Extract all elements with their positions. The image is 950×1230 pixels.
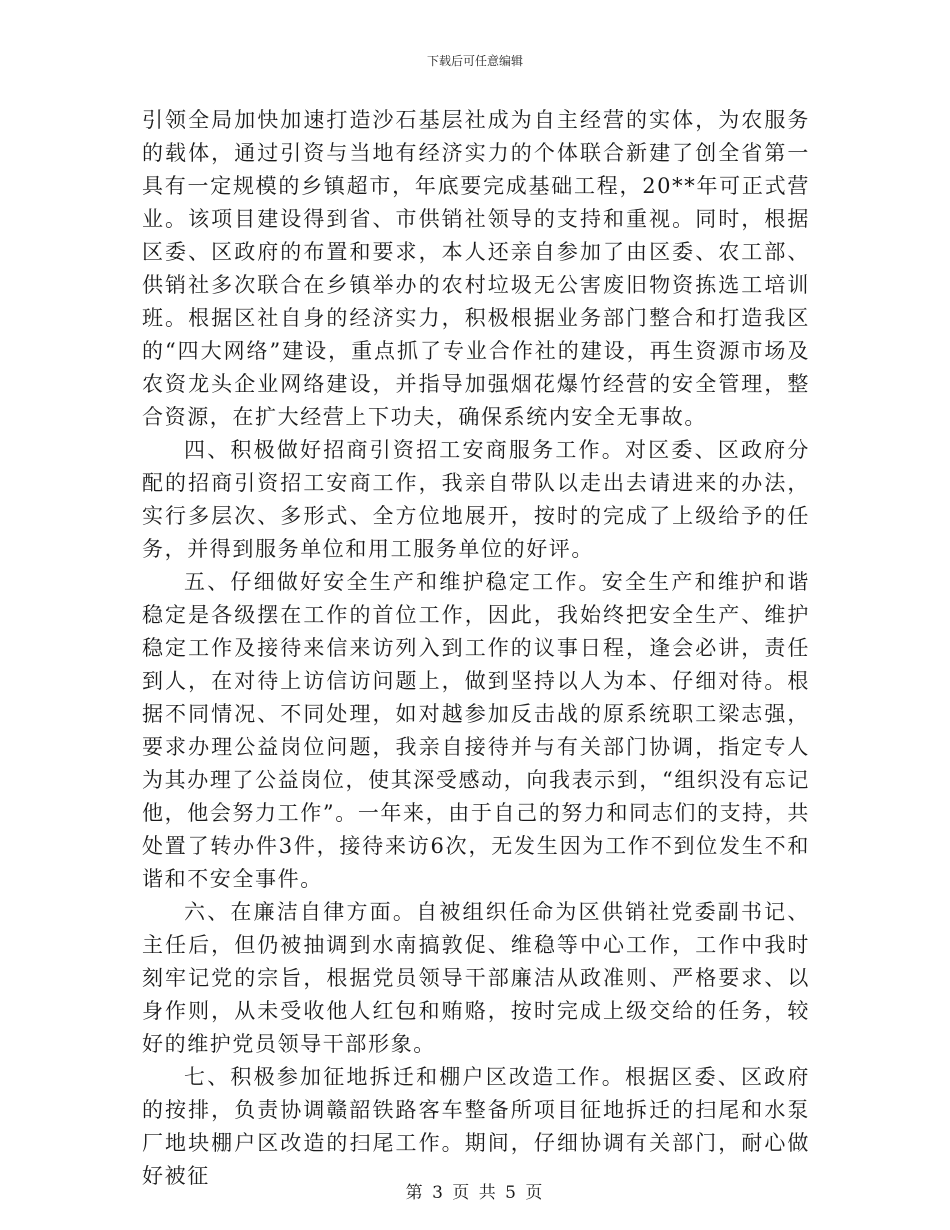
paragraph-5: 七、积极参加征地拆迁和棚户区改造工作。根据区委、区政府的按排，负责协调赣韶铁路客车整备所项目征地拆迁的扫尾和水泵厂地块棚户区改造的扫尾工作。期间，仔细协调有关部门，耐心做好被征 (142, 1065, 810, 1188)
document-body (142, 104, 810, 1193)
paragraph-3: 五、仔细做好安全生产和维护稳定工作。安全生产和维护和谐稳定是各级摆在工作的首位工作，因此，我始终把安全生产、维护稳定工作及接待来信来访列入到工作的议事日程，逢会必讲，责任到人，在对待上访信访问题上，做到坚持以人为本、仔细对待。根据不同情况、不同处理，如对越参加反击战的原系统职工梁志强，要求办理公益岗位问题，我亲自接待并与有关部门协调，指定专人为其办理了公益岗位，使其深受感动，向我表示到，“组织没有忘记他，他会努力工作”。一年来，由于自己的努力和同志们的支持，共处置了转办件3件，接待来访6次，无发生因为工作不到位发生不和谐和不安全事件。 (142, 570, 810, 891)
paragraph-1: 引领全局加快加速打造沙石基层社成为自主经营的实体，为农服务的载体，通过引资与当地有经济实力的个体联合新建了创全省第一具有一定规模的乡镇超市，年底要完成基础工程，20**年可正式营业。该项目建设得到省、市供销社领导的支持和重视。同时，根据区委、区政府的布置和要求，本人还亲自参加了由区委、农工部、供销社多次联合在乡镇举办的农村垃圾无公害废旧物资拣选工培训班。根据区社自身的经济实力，积极根据业务部门整合和打造我区的“四大网络”建设，重点抓了专业合作社的建设，再生资源市场及农资龙头企业网络建设，并指导加强烟花爆竹经营的安全管理，整合资源，在扩大经营上下功夫，确保系统内安全无事故。 (142, 108, 810, 429)
paragraph-2: 四、积极做好招商引资招工安商服务工作。对区委、区政府分配的招商引资招工安商工作，我亲自带队以走出去请进来的办法，实行多层次、多形式、全方位地展开，按时的完成了上级给予的任务，并得到服务单位和用工服务单位的好评。 (142, 438, 810, 561)
page-header: 下载后可任意编辑 (426, 54, 523, 68)
page-number-footer: 第 3 页 共 5 页 (405, 1183, 545, 1203)
paragraph-4: 六、在廉洁自律方面。自被组织任命为区供销社党委副书记、主任后，但仍被抽调到水南搞敦促、维稳等中心工作，工作中我时刻牢记党的宗旨，根据党员领导干部廉洁从政准则、严格要求、以身作则，从未受收他人红包和贿赂，按时完成上级交给的任务，较好的维护党员领导干部形象。 (142, 900, 810, 1056)
